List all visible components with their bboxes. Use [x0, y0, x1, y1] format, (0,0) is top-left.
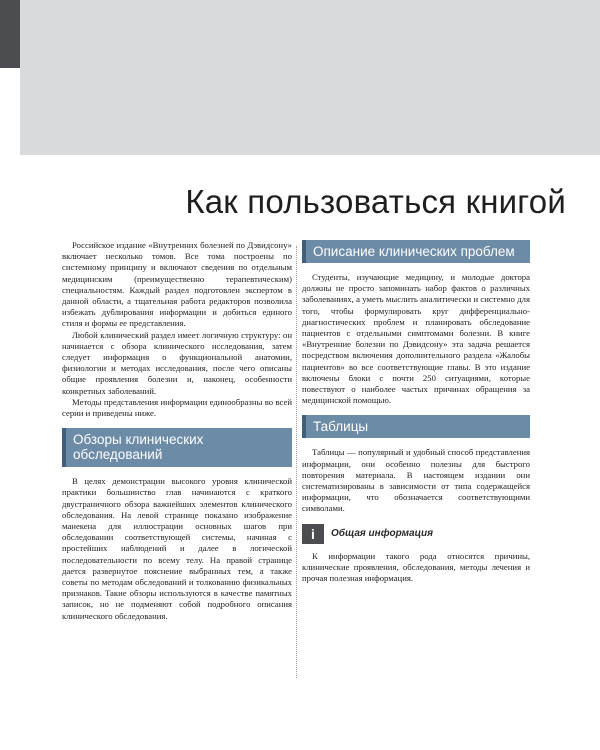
clinical-exams-paragraph: В целях демонстрации высокого уровня клинической практики большинство глав начинаются с краткого двустраничного обзора важнейших элементов клинического обследования. На левой странице показано изображение манекена для иллюстрации основных шагов при обследовании соответствующей системы, начиная с простейших наблюдений и далее в логической последовательности по всему телу. На правой странице дается развернутое пояснение выбранных тем, а также советы по методам обследований и толкованию физикальных признаков. Такие обзоры используются в качестве памятных записок, но не подменяют собой подробного описания клинического обследования. [62, 476, 292, 621]
header-band [20, 0, 600, 155]
info-icon: i [302, 524, 324, 544]
intro-paragraph-1: Российское издание «Внутренних болезней по Дэвидсону» включает несколько томов. Все тома построены по системному принципу и включают сведения по отдельным медицинским (преимущественно терапевтическим) специальностям. Каждый раздел подготовлен экспертом в данной области, а тщательная работа редакторов позволила избежать дублирования информации и добиться единого стиля и формы ее представления. [62, 240, 292, 329]
info-paragraph: К информации такого рода относятся причины, клинические проявления, обследования, методы лечения и прочая полезная информация. [302, 550, 530, 584]
right-column [302, 240, 530, 584]
column-divider [296, 246, 297, 678]
tables-paragraph: Таблицы — популярный и удобный способ представления информации, они особенно полезны для быстрого повторения материала. В настоящем издании они систематизированы в зависимости от типа содержащейся информации, что обозначается соответствующими символами. [302, 447, 530, 514]
section-heading-tables: Таблицы [302, 415, 530, 438]
page-title: Как пользоваться книгой [185, 183, 566, 220]
section-heading-clinical-problems: Описание клинических проблем [302, 240, 530, 263]
info-heading: Общая информация [331, 528, 434, 540]
clinical-problems-paragraph: Студенты, изучающие медицину, и молодые доктора должны не просто запоминать набор фактов о различных заболеваниях, а уметь мыслить аналитически и системно для того, чтобы формулировать круг дифференциально-диагностических проблем и планировать обследование пациентов с отдельными симптомами болезни. В книге «Внутренние болезни по Дэвидсону» эта задача решается посредством включения дополнительного раздела «Жалобы пациентов» во все соответствующие главы. В это издание включены блоки с почти 250 ситуациями, которые повествуют о наиболее частых причинах обращения за медицинской помощью. [302, 272, 530, 406]
intro-paragraph-3: Методы представления информации единообразны во всей серии и приведены ниже. [62, 396, 292, 419]
intro-paragraph-2: Любой клинический раздел имеет логичную структуру: он начинается с обзора клинического исследования, затем следует информация о функциональной анатомии, физиологии и методах исследования, после чего описаны общие проявления болезни и, наконец, особенности конкретных заболеваний. [62, 329, 292, 396]
left-column [62, 240, 292, 622]
info-symbol-row [302, 524, 530, 544]
section-heading-clinical-exams: Обзоры клинических обследований [62, 428, 292, 467]
corner-tab [0, 0, 20, 68]
